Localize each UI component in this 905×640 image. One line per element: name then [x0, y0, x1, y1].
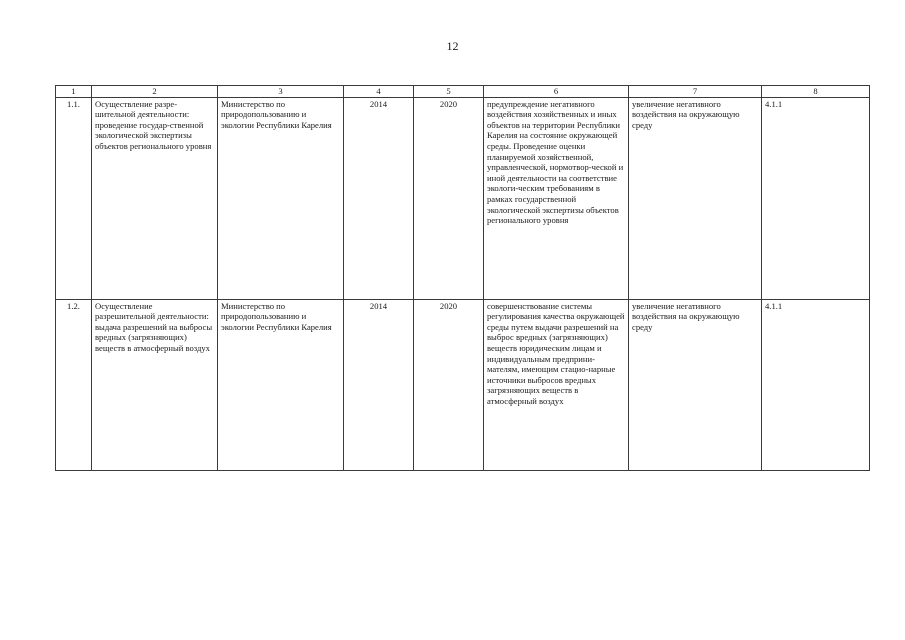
executor-cell: Министерство по природопользованию и экологии Республики Карелия — [218, 97, 344, 299]
row-number-cell: 1.1. — [56, 97, 92, 299]
indicator-cell: 4.1.1 — [762, 299, 870, 470]
program-activities-table — [55, 85, 870, 471]
expected-result-cell: совершенствование системы регулирования качества окружающей среды путем выдачи разрешений на выброс вредных (загрязняющих) веществ юридическим лицам и индивидуальным предприни-мателям, имеющим стацио-нарные источники выбросов вредных загрязняющих веществ в атмосферный воздух — [484, 299, 629, 470]
executor-cell: Министерство по природопользованию и экологии Республики Карелия — [218, 299, 344, 470]
end-year-cell: 2020 — [414, 299, 484, 470]
start-year-cell: 2014 — [344, 299, 414, 470]
activity-cell: Осуществление разре-шительной деятельности: проведение государ-ственной экологической экспертизы объектов регионального уровня — [92, 97, 218, 299]
header-cell-1: 1 — [56, 86, 92, 98]
indicator-cell: 4.1.1 — [762, 97, 870, 299]
start-year-cell: 2014 — [344, 97, 414, 299]
header-cell-5: 5 — [414, 86, 484, 98]
page-number: 12 — [446, 39, 459, 53]
header-cell-4: 4 — [344, 86, 414, 98]
header-cell-7: 7 — [629, 86, 762, 98]
table-row — [56, 299, 870, 470]
header-cell-3: 3 — [218, 86, 344, 98]
row-number-cell: 1.2. — [56, 299, 92, 470]
header-cell-2: 2 — [92, 86, 218, 98]
header-cell-6: 6 — [484, 86, 629, 98]
end-year-cell: 2020 — [414, 97, 484, 299]
header-cell-8: 8 — [762, 86, 870, 98]
activity-cell: Осуществление разрешительной деятельности: выдача разрешений на выбросы вредных (загрязняющих) веществ в атмосферный воздух — [92, 299, 218, 470]
consequence-cell: увеличение негативного воздействия на окружающую среду — [629, 97, 762, 299]
table-header-row — [56, 86, 870, 98]
consequence-cell: увеличение негативного воздействия на окружающую среду — [629, 299, 762, 470]
table-row — [56, 97, 870, 299]
expected-result-cell: предупреждение негативного воздействия хозяйственных и иных объектов на территории Республики Карелия на состояние окружающей среды. Проведение оценки планируемой хозяйственной, управленческой, нормотвор-ческой и иной деятельности на соответствие экологи-ческим требованиям в рамках государственной экологической экспертизы объектов регионального уровня — [484, 97, 629, 299]
